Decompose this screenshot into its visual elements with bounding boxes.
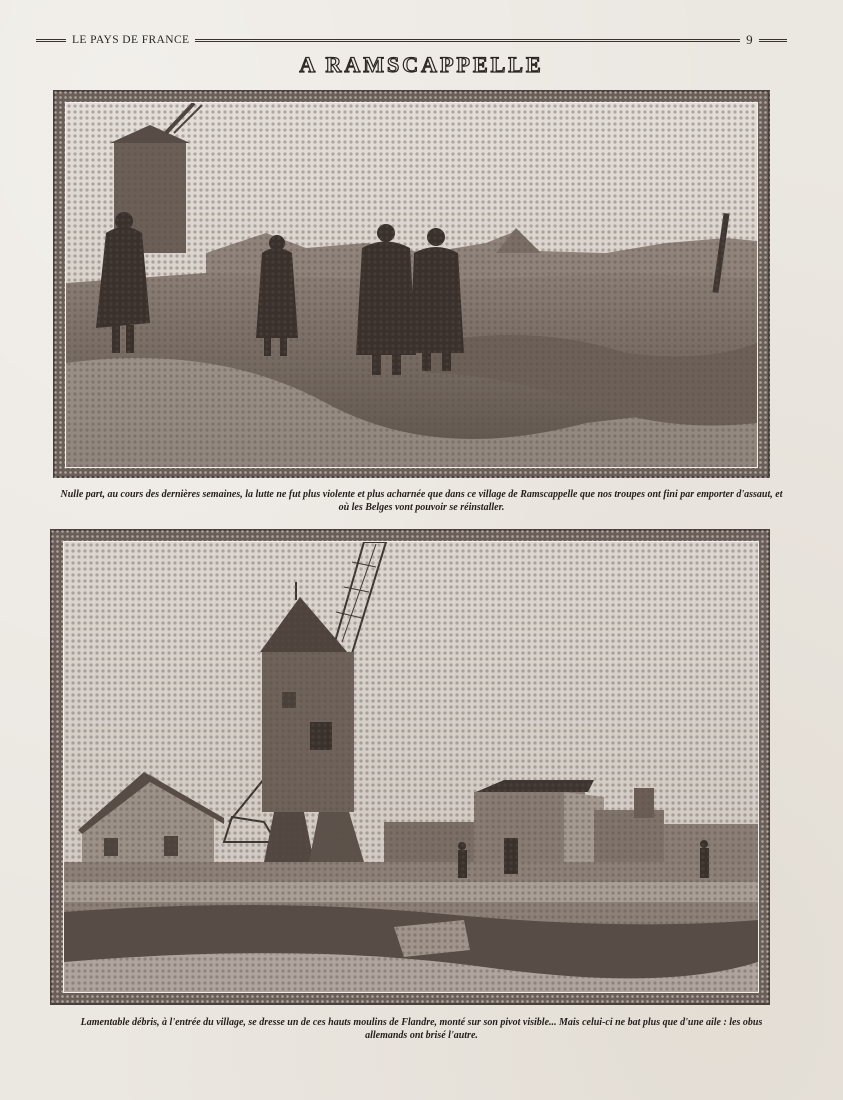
- article-title: A RAMSCAPPELLE: [299, 52, 544, 77]
- page-number: 9: [746, 32, 753, 47]
- photo-soldiers-ramscappelle: [65, 102, 758, 468]
- photo-caption-bottom: Lamentable débris, à l'entrée du village, se dresse un de ces hauts moulins de Flandre, monté sur son pivot visible... Mais celui-ci ne bat plus que d'une aile : les obus allemands ont brisé l'autre.: [80, 1017, 763, 1041]
- photo-soldiers-image: [66, 103, 757, 467]
- header-rule-middle: [195, 39, 740, 42]
- photo-windmill-image: [64, 542, 758, 992]
- photo-caption-top: Nulle part, au cours des dernières semaines, la lutte ne fut plus violente et plus acharnée que dans ce village de Ramscappelle que nos troupes ont fini par emporter d'assaut, et où les Belges vont pouvoir se réinstaller.: [60, 489, 783, 513]
- publication-name: LE PAYS DE FRANCE: [72, 34, 190, 46]
- photo-windmill-ramscappelle: [63, 541, 759, 993]
- header-rule-right: [759, 39, 787, 42]
- running-header: [36, 32, 787, 48]
- header-rule-left: [36, 39, 66, 42]
